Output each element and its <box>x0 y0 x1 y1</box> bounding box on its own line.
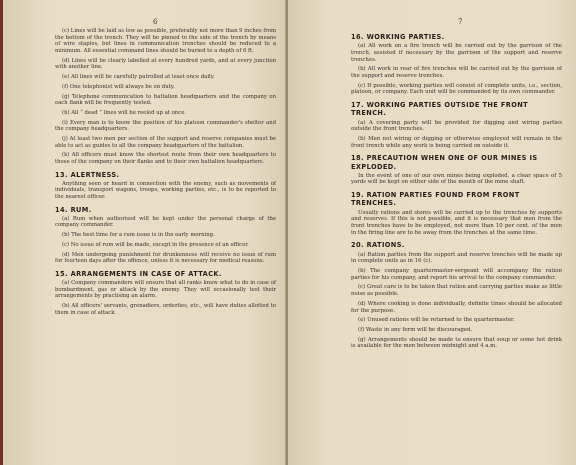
paragraph: (c) Great care is to be taken that ration and carrying parties make as little noise as possible. <box>351 284 562 298</box>
paragraph: (k) All officers must know the shortest route from their own headquarters to those of the company on their flanks and to their own battalion headquarters. <box>55 152 276 165</box>
paragraph: Usually rations and stores will be carried up to the trenches by supports and reserves. If this is not possible, and it is necessary that men from the front trenches have to be employed, not more than 10 per cent. of the men in the firing line are to be away from the trenches at the same time. <box>351 209 562 236</box>
section-heading: 14. RUM. <box>55 205 92 214</box>
paragraph: (j) At least two men per section of the support and reserve companies must be able to act as guides to all the company headquarters of the battalion. <box>55 136 276 149</box>
paragraph: (h) All “ dead ” lines will be reeled up at once. <box>62 109 187 116</box>
section-heading: 19. RATION PARTIES FOUND FROM FRONT TRENCHES. <box>351 191 520 208</box>
section-heading: 13. ALERTNESS. <box>55 170 120 179</box>
section-heading: 16. WORKING PARTIES. <box>351 33 445 41</box>
paragraph: (f) Waste in any form will be discouraged. <box>358 326 473 333</box>
paragraph: Anything seen or heard in connection with the enemy, such as movements of individuals, transport wagons, troops, working parties, etc., is to be reported to the nearest officer. <box>55 180 276 200</box>
paragraph: (d) Lines will be clearly labelled at every hundred yards, and at every junction with another line. <box>55 57 276 71</box>
right-page <box>288 0 576 465</box>
paragraph: (e) Unused rations will be returned to the quartermaster. <box>358 317 515 324</box>
paragraph: (d) Where cooking is done individually, definite times should be allocated for the purpose. <box>351 300 562 314</box>
section-heading: 20. RATIONS. <box>351 241 405 250</box>
paragraph: (g) Arrangements should be made to ensure that soup or some hot drink is available for the men between midnight and 4 a.m. <box>351 336 562 350</box>
paragraph: (i) Every man is to know the position of his platoon commander's shelter and the company headquarters. <box>55 119 276 133</box>
paragraph: (a) Ration parties from the support and reserve trenches will be made up in complete units as in 16 (c). <box>351 251 562 265</box>
paragraph: (a) A covering party will be provided for digging and wiring parties outside the front trenches. <box>351 119 562 133</box>
section-heading: 17. WORKING PARTIES OUTSIDE THE FRONT TRENCH. <box>351 101 529 118</box>
left-page <box>3 0 286 465</box>
paragraph: (g) Telephone communication to battalion headquarters and the company on each flank will be frequently tested. <box>55 93 276 107</box>
paragraph: (c) Lines will be laid as low as possible, preferably not more than 9 inches from the bottom of the trench. They will be pinned to the side of the trench by means of wire staples, but lines in communication trenches should be reduced to a minimum. All essential command lines should be buried to a depth of 6 ft. <box>55 28 276 54</box>
section-heading: 18. PRECAUTION WHEN ONE OF OUR MINES IS EXPLODED. <box>351 154 538 171</box>
paragraph: In the event of one of our own mines being exploded, a clear space of 5 yards will be kept on either side of the mouth of the mine shaft. <box>351 172 562 186</box>
paragraph: (c) No issue of rum will be made, except in the presence of an officer. <box>62 241 249 248</box>
page-number: 7 <box>458 18 463 26</box>
paragraph: (d) Men undergoing punishment for drunkenness will receive no issue of rum for fourteen days after the offence, unless it is necessary for medical reasons. <box>55 251 276 265</box>
paragraph: (f) One telephonist will always be on duty. <box>62 83 175 90</box>
page-number: 6 <box>153 18 158 26</box>
paragraph: (b) All officers' servants, grenadiers, orderlies, etc., will have duties allotted to them in case of attack. <box>55 303 276 316</box>
paragraph: (b) All work in rear of fire trenches will be carried out by the garrison of the support and reserve trenches. <box>351 66 562 80</box>
paragraph: (b) The best time for a rum issue is in the early morning. <box>62 232 215 239</box>
paragraph: (a) Company commanders will ensure that all ranks know what to do in case of bombardment, gas or attack by the enemy. They will occasionally test their arrangements by practising an alarm. <box>55 280 276 300</box>
paragraph: (e) All lines will be carefully patrolled at least once daily. <box>62 73 215 80</box>
paragraph: (a) All work on a fire trench will be carried out by the garrison of the trench, assisted if necessary by the garrison of the support and reserve trenches. <box>351 43 562 63</box>
paragraph: (b) Men not wiring or digging or otherwise employed will remain in the front trench while any work is being carried on outside it. <box>351 135 562 149</box>
paragraph: (b) The company quartermaster-sergeant will accompany the ration parties for his company, and report his arrival to the company commander. <box>351 267 562 281</box>
paragraph: (c) If possible, working parties will consist of complete units, i.e., section, platoon, or company. Each unit will be commanded by its own commander. <box>351 82 562 96</box>
section-heading: 15. ARRANGEMENTS IN CASE OF ATTACK. <box>55 269 222 278</box>
right-page-content <box>351 33 562 350</box>
left-page-content <box>55 28 276 316</box>
paragraph: (a) Rum when authorised will be kept under the personal charge of the company commander. <box>55 215 276 229</box>
